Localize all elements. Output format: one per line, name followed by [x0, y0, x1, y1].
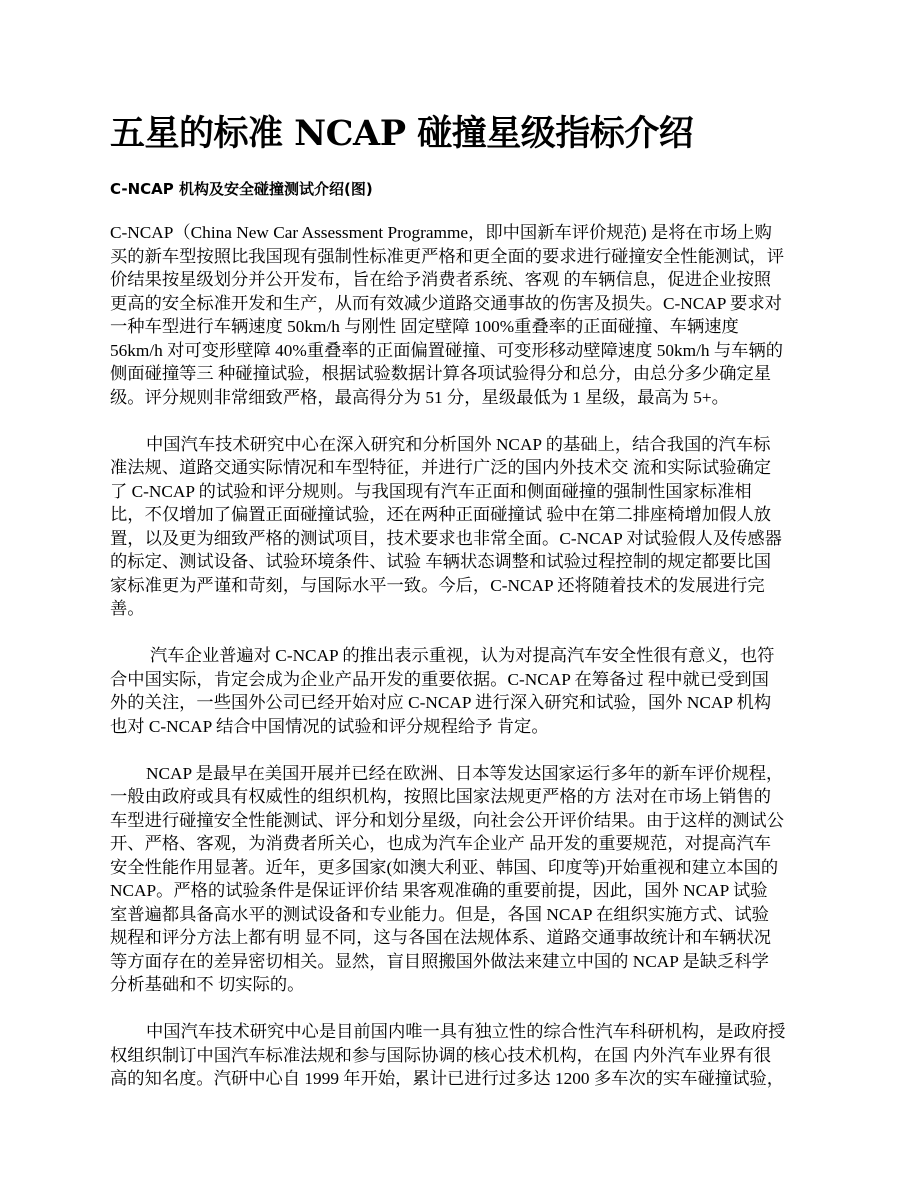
paragraph-line: 置，以及更为细致严格的测试项目，技术要求也非常全面。C-NCAP 对试验假人及传感器 [110, 528, 782, 548]
document-subtitle: C-NCAP 机构及安全碰撞测试介绍(图) [110, 180, 373, 198]
paragraph-line: 安全性能作用显著。近年，更多国家(如澳大利亚、韩国、印度等)开始重视和建立本国的 [110, 857, 779, 877]
paragraph-line: 合中国实际，肯定会成为企业产品开发的重要依据。C-NCAP 在筹备过 程中就已受到国 [110, 669, 769, 689]
paragraph-line: 也对 C-NCAP 结合中国情况的试验和评分规程给予 肯定。 [110, 716, 549, 736]
paragraph-line: 准法规、道路交通实际情况和车型特征，并进行广泛的国内外技术交 流和实际试验确定 [110, 458, 772, 477]
paragraph-line: 开、严格、客观，为消费者所关心，也成为汽车企业产 品开发的重要规范，对提高汽车 [110, 834, 772, 853]
paragraph [110, 1020, 810, 1091]
paragraph [110, 762, 810, 997]
paragraph-line: 侧面碰撞等三 种碰撞试验，根据试验数据计算各项试验得分和总分，由总分多少确定星 [110, 364, 772, 383]
paragraph-line: 家标准更为严谨和苛刻，与国际水平一致。今后，C-NCAP 还将随着技术的发展进行完 [110, 575, 765, 595]
paragraph-line: 价结果按星级划分并公开发布，旨在给予消费者系统、客观 的车辆信息，促进企业按照 [110, 270, 772, 289]
paragraph-line: 56km/h 对可变形壁障 40%重叠率的正面偏置碰撞、可变形移动壁障速度 50km/h 与车辆的 [110, 340, 784, 360]
paragraph-line: 规程和评分方法上都有明 显不同，这与各国在法规体系、道路交通事故统计和车辆状况 [110, 928, 772, 947]
paragraph-line: 一种车型进行车辆速度 50km/h 与刚性 固定壁障 100%重叠率的正面碰撞、车辆速度 [110, 317, 739, 336]
paragraph-line: 一般由政府或具有权威性的组织机构，按照比国家法规更严格的方 法对在市场上销售的 [110, 787, 772, 806]
paragraph-line: 等方面存在的差异密切相关。显然，盲目照搬国外做法来建立中国的 NCAP 是缺乏科学 [110, 951, 769, 971]
paragraph [110, 433, 810, 621]
paragraph-line: 级。评分规则非常细致严格，最高得分为 51 分，星级最低为 1 星级，最高为 5+。 [110, 387, 729, 407]
paragraph-line: 中国汽车技术研究中心在深入研究和分析国外 NCAP 的基础上，结合我国的汽车标 [146, 434, 771, 454]
paragraph-line: 分析基础和不 切实际的。 [110, 975, 305, 994]
paragraph-line: 汽车企业普遍对 C-NCAP 的推出表示重视，认为对提高汽车安全性很有意义，也符 [150, 646, 775, 665]
paragraph-line: 更高的安全标准开发和生产，从而有效减少道路交通事故的伤害及损失。C-NCAP 要求对 [110, 293, 782, 313]
paragraph-line: 的标定、测试设备、试验环境条件、试验 车辆状态调整和试验过程控制的规定都要比国 [110, 552, 772, 571]
paragraph-line: 权组织制订中国汽车标准法规和参与国际协调的核心技术机构，在国 内外汽车业界有很 [110, 1045, 772, 1065]
paragraph [110, 221, 810, 409]
paragraph-line: 了 C-NCAP 的试验和评分规则。与我国现有汽车正面和侧面碰撞的强制性国家标准相 [110, 481, 752, 501]
paragraph-line: 室普遍都具备高水平的测试设备和专业能力。但是，各国 NCAP 在组织实施方式、试验 [110, 904, 769, 924]
paragraph-line: 善。 [110, 599, 145, 618]
paragraph-line: C-NCAP（China New Car Assessment Programme，即中国新车评价规范) 是将在市场上购 [110, 223, 772, 242]
paragraph-line: NCAP。严格的试验条件是保证评价结 果客观准确的重要前提，因此，国外 NCAP 试验 [110, 881, 768, 900]
paragraph-line: 车型进行碰撞安全性能测试、评分和划分星级，向社会公开评价结果。由于这样的测试公 [110, 810, 784, 830]
paragraph-line: 买的新车型按照比我国现有强制性标准更严格和更全面的要求进行碰撞安全性能测试，评 [110, 246, 784, 266]
paragraph-line: 比，不仅增加了偏置正面碰撞试验，还在两种正面碰撞试 验中在第二排座椅增加假人放 [110, 505, 772, 524]
paragraph-line: 高的知名度。汽研中心自 1999 年开始，累计已进行过多达 1200 多车次的实车碰撞试验， [110, 1069, 784, 1088]
paragraph-line: 外的关注，一些国外公司已经开始对应 C-NCAP 进行深入研究和试验，国外 NCAP 机构 [110, 693, 772, 712]
document-title: 五星的标准 NCAP 碰撞星级指标介绍 [110, 113, 694, 154]
paragraph-line: NCAP 是最早在美国开展并已经在欧洲、日本等发达国家运行多年的新车评价规程， [146, 763, 784, 783]
document-body [110, 221, 810, 1114]
paragraph [110, 644, 810, 738]
paragraph-line: 中国汽车技术研究中心是目前国内唯一具有独立性的综合性汽车科研机构，是政府授 [146, 1022, 786, 1041]
